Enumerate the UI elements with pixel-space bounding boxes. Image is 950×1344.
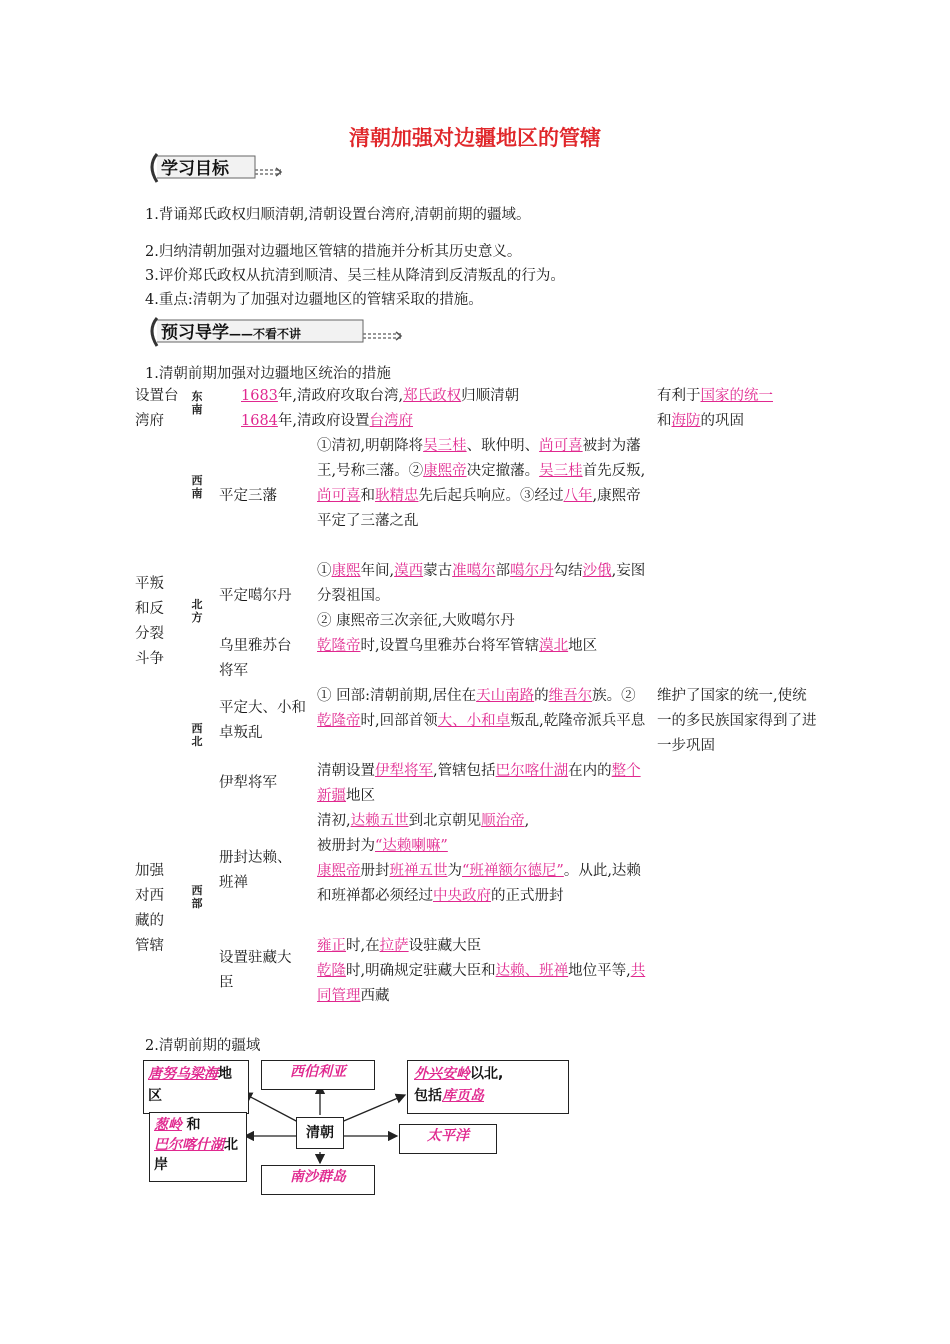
zhuzang-content: 雍正时,在拉萨设驻藏大臣 乾隆时,明确规定驻藏大臣和达赖、班禅地位平等,共同管理西藏: [317, 938, 646, 1004]
box-qingchao: 清朝: [296, 1117, 344, 1149]
direction-beifang: 北方: [191, 598, 203, 624]
section-1-heading: 1.清朝前期加强对边疆地区统治的措施: [145, 366, 391, 382]
cell-cefeng: 册封达赖、班禅: [219, 850, 292, 891]
direction-xibu: 西部: [191, 884, 203, 910]
cefeng-content: 清初,达赖五世到北京朝见顺治帝, 被册封为“达赖喇嘛” 康熙帝册封班禅五世为“班禅额尔德尼”。从此,达赖和班禅都必须经过中央政府的正式册封: [317, 813, 641, 904]
objective-3: 3.评价郑氏政权从抗清到顺清、吴三桂从降清到反清叛乱的行为。: [145, 268, 565, 284]
preview-banner: [143, 312, 403, 352]
xibei-significance: 维护了国家的统一,使统一的多民族国家得到了进一步巩固: [657, 688, 817, 754]
box-congling: 葱岭 和 巴尔喀什湖北岸: [149, 1112, 247, 1182]
territory-diagram: [143, 1055, 563, 1200]
hezhuo-content: ① 回部:清朝前期,居住在天山南路的维吾尔族。②乾隆帝时,回部首领大、小和卓叛乱,乾隆帝派兵平息: [317, 688, 646, 729]
box-waixinganling: 外兴安岭以北, 包括库页岛: [407, 1060, 569, 1114]
section-2-heading: 2.清朝前期的疆域: [145, 1038, 261, 1054]
banner-text: 学习目标: [161, 159, 229, 179]
taiwan-significance: 有利于国家的统一 和海防的巩固: [657, 388, 773, 429]
box-tangnu-wuliang-hai: 唐努乌梁海地区: [143, 1060, 249, 1114]
cell-sanfan: 平定三藩: [219, 488, 277, 504]
cell-category-xizang: 加强对西藏的管辖: [135, 863, 164, 954]
direction-xinan: 西南: [191, 474, 203, 500]
objective-2: 2.归纳清朝加强对边疆地区管辖的措施并分析其历史意义。: [145, 244, 522, 260]
box-nansha: 南沙群岛: [261, 1165, 375, 1195]
cell-category-pingpan: 平叛和反分裂斗争: [135, 576, 164, 667]
direction-xibei: 西北: [191, 722, 203, 748]
cell-zhuzang: 设置驻藏大臣: [219, 950, 292, 991]
banner-text: 预习导学——不看不讲: [161, 323, 302, 343]
wuliyasutai-content: 乾隆帝时,设置乌里雅苏台将军管辖漠北地区: [317, 638, 598, 654]
cell-category-taiwan: 设置台湾府: [135, 388, 179, 429]
page-title: 清朝加强对边疆地区的管辖: [349, 126, 601, 150]
cell-wuliyasutai: 乌里雅苏台将军: [219, 638, 292, 679]
box-siberia: 西伯利亚: [261, 1060, 375, 1090]
cell-yili: 伊犁将军: [219, 775, 277, 791]
direction-dongnan: 东南: [191, 390, 203, 416]
gaerdan-content: ①康熙年间,漠西蒙古准噶尔部噶尔丹勾结沙俄,妄图分裂祖国。 ② 康熙帝三次亲征,大败噶尔丹: [317, 563, 646, 629]
objective-4: 4.重点:清朝为了加强对边疆地区的管辖采取的措施。: [145, 292, 483, 308]
cell-daxiaohezhuo: 平定大、小和卓叛乱: [219, 700, 306, 741]
taiwan-row-1: 1683年,清政府攻取台湾,郑氏政权归顺清朝: [241, 388, 520, 404]
objective-1: 1.背诵郑氏政权归顺清朝,清朝设置台湾府,清朝前期的疆域。: [145, 207, 531, 223]
sanfan-content: ①清初,明朝降将吴三桂、耿仲明、尚可喜被封为藩王,号称三藩。②康熙帝决定撤藩。吴三桂首先反叛,尚可喜和耿精忠先后起兵响应。③经过八年,康熙帝平定了三藩之乱: [317, 438, 646, 529]
box-pacific: 太平洋: [399, 1124, 497, 1154]
yili-content: 清朝设置伊犁将军,管辖包括巴尔喀什湖在内的整个新疆地区: [317, 763, 641, 804]
taiwan-row-2: 1684年,清政府设置台湾府: [241, 413, 414, 429]
objectives-banner: [143, 148, 283, 188]
cell-gaerdan: 平定噶尔丹: [219, 588, 292, 604]
